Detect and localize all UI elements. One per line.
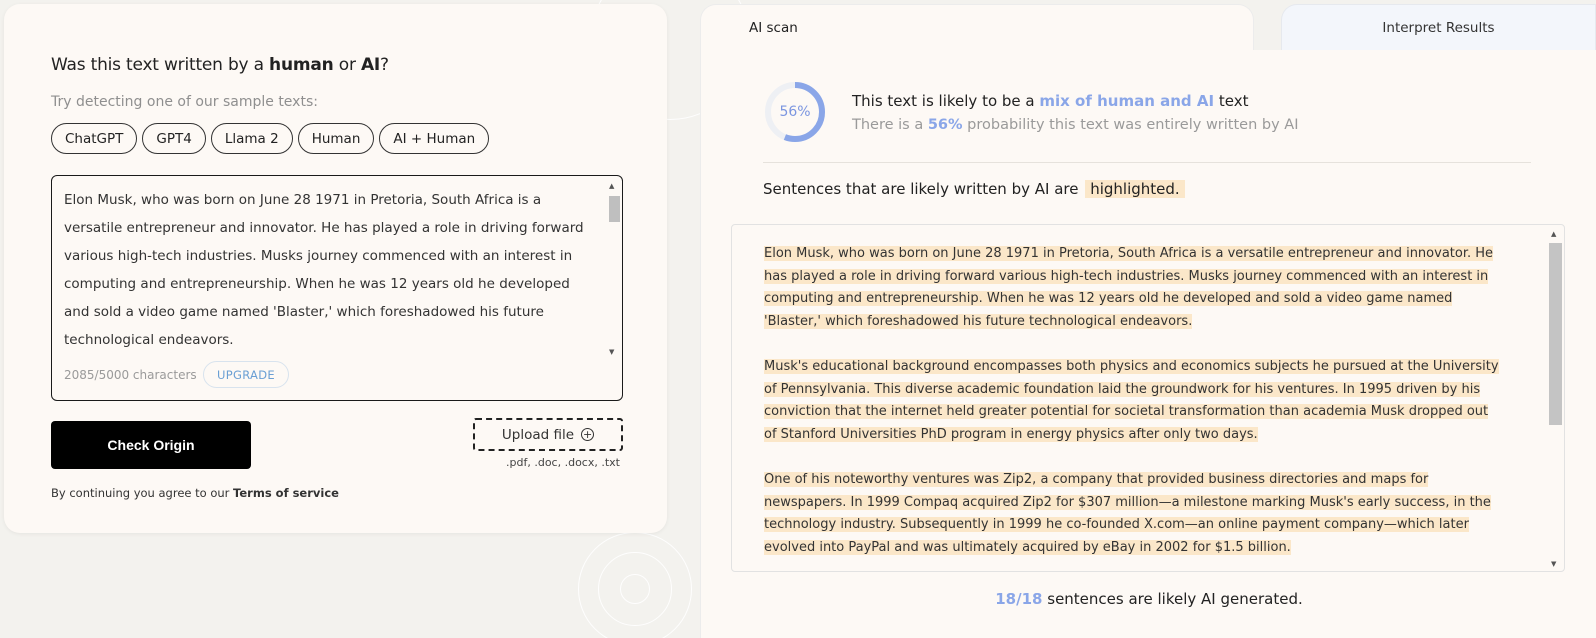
verdict-suffix: text [1214, 92, 1249, 110]
input-card [4, 4, 667, 533]
text-input-content[interactable]: Elon Musk, who was born on June 28 1971 in Pretoria, South Africa is a versatile entrepreneur and innovator. He has played a role in driving forward various high-tech industries. Musks journey commenced with an interest in computing and entrepreneurship. When he was 12 years old he developed and sold a video game named 'Blaster,' which foreshadowed his future technological endeavors. [64, 192, 584, 348]
question-prefix: Was this text written by a [51, 55, 270, 75]
prob-highlight: 56% [927, 117, 963, 133]
question-or: or [333, 55, 361, 75]
char-count: 2085/5000 characters [64, 368, 197, 382]
scroll-down-icon[interactable]: ▼ [1551, 560, 1557, 568]
sample-chip-llama2[interactable]: Llama 2 [211, 123, 293, 154]
scroll-thumb[interactable] [609, 196, 620, 222]
probability-text [852, 117, 1298, 133]
results-scrollbar[interactable] [1547, 226, 1563, 570]
results-panel [700, 50, 1596, 638]
probability-ring-label: 56% [779, 104, 811, 120]
summary-suffix: sentences are likely AI generated. [1042, 590, 1303, 608]
plus-circle-icon: + [582, 428, 593, 441]
terms-prefix: By continuing you agree to our [51, 486, 234, 500]
upload-file-button[interactable] [473, 418, 623, 451]
scroll-up-icon[interactable]: ▲ [1551, 230, 1557, 238]
question-suffix: ? [380, 55, 389, 75]
text-input[interactable] [51, 175, 623, 401]
sample-chip-gpt4[interactable]: GPT4 [142, 123, 205, 154]
scroll-up-icon[interactable]: ▲ [609, 182, 615, 190]
sentence-summary [701, 590, 1596, 608]
highlighted-sentence: Musk's educational background encompasses both physics and economics subjects he pursued at the University of Pennsylvania. This diverse academic foundation laid the groundwork for his ventures. In 1995 driven by his conviction that the internet held greater potential for societal transformation than academia Musk dropped out of Stanford Universities PhD program in energy physics after only two days. [764, 358, 1499, 442]
verdict-highlight: mix of human and AI [1039, 92, 1215, 110]
result-paragraph [764, 469, 1499, 559]
result-paragraph [764, 356, 1499, 446]
sample-chip-human[interactable]: Human [298, 123, 375, 154]
legend-prefix: Sentences that are likely written by AI are [763, 180, 1084, 198]
legend-highlight: highlighted. [1085, 180, 1184, 198]
tab-interpret-results[interactable]: Interpret Results [1281, 4, 1596, 50]
highlighted-sentence: One of his noteworthy ventures was Zip2, a company that provided business directories and maps for newspapers. In 1999 Compaq acquired Zip2 for $307 million—a milestone marking Musk's early success, in the technology industry. Subsequently in 1999 he co-founded X.com—an online payment company—which later evolved into PayPal and was ultimately acquired by eBay in 2002 for $1.5 billion. [764, 471, 1491, 555]
check-origin-button[interactable]: Check Origin [51, 421, 251, 469]
file-types: .pdf, .doc, .docx, .txt [506, 456, 620, 469]
verdict-text [852, 92, 1248, 110]
terms-notice [51, 486, 339, 500]
prob-suffix: probability this text was entirely written by AI [962, 117, 1299, 133]
scroll-down-icon[interactable]: ▼ [609, 348, 615, 356]
page-question [51, 55, 389, 75]
result-paragraph [764, 243, 1499, 333]
verdict-prefix: This text is likely to be a [852, 92, 1040, 110]
upgrade-button[interactable]: UPGRADE [203, 361, 289, 388]
highlighted-results[interactable] [731, 224, 1565, 572]
bg-circle [620, 574, 650, 604]
sample-chips [51, 123, 489, 154]
text-input-scrollbar[interactable] [606, 178, 620, 356]
question-ai: AI [360, 55, 381, 75]
results-text [764, 243, 1499, 582]
sample-label: Try detecting one of our sample texts: [51, 94, 318, 110]
upload-file-label: Upload file [501, 426, 575, 443]
question-human: human [269, 55, 334, 75]
divider [763, 162, 1531, 163]
prob-prefix: There is a [852, 117, 928, 133]
sample-chip-chatgpt[interactable]: ChatGPT [51, 123, 137, 154]
highlighted-sentence: Elon Musk, who was born on June 28 1971 in Pretoria, South Africa is a versatile entrepreneur and innovator. He has played a role in driving forward various high-tech industries. Musks journey commenced with an interest in computing and entrepreneurship. When he was 12 years old he developed and sold a video game named 'Blaster,' which foreshadowed his future technological endeavors. [764, 246, 1494, 329]
scroll-thumb[interactable] [1549, 243, 1562, 425]
terms-link[interactable]: Terms of service [233, 486, 339, 500]
sample-chip-ai-human[interactable]: AI + Human [379, 123, 489, 154]
tab-ai-scan[interactable]: AI scan [700, 4, 1254, 50]
summary-highlight: 18/18 [995, 590, 1043, 608]
highlight-legend [763, 180, 1185, 198]
